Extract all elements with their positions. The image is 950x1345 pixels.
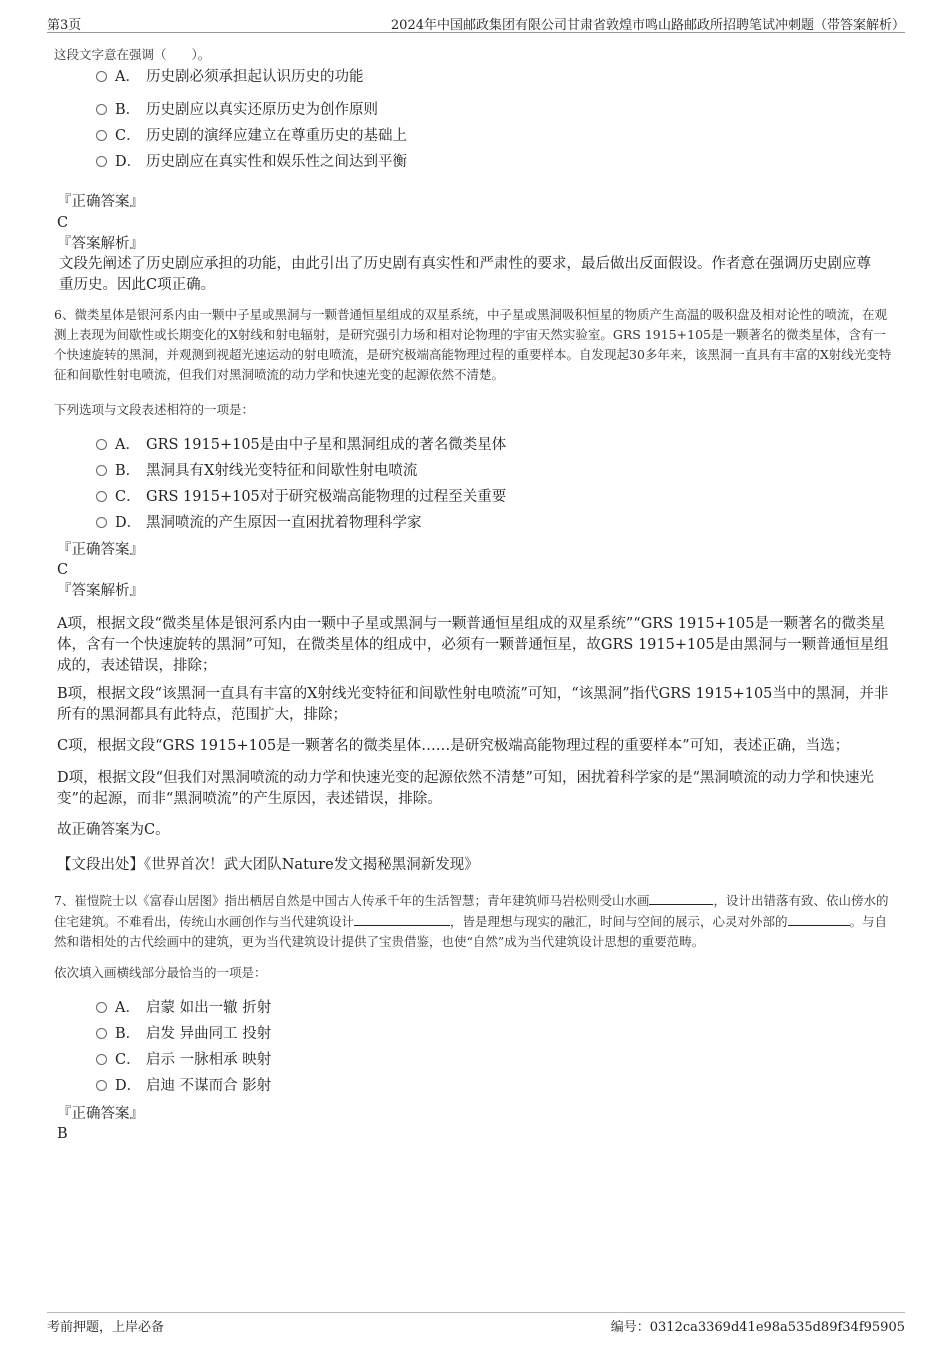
q6-conclusion: 故正确答案为C。 <box>57 822 170 838</box>
q6-option-c[interactable]: C． GRS 1915+105对于研究极端高能物理的过程至关重要 <box>96 486 506 508</box>
fill-blank-2[interactable] <box>354 911 450 926</box>
radio-icon[interactable] <box>96 465 107 476</box>
q6-passage: 6、微类星体是银河系内由一颗中子星或黑洞与一颗普通恒星组成的双星系统，中子星或黑洞吸积恒星的物质产生高温的吸积盘及相对论性的喷流，在观测上表现为间歇性或长期变化的X射线和射电辐射，是研究强引力场和相对论物理的宇宙天然实验室。GRS 1915+105是一颗著名的微类星体，含有一个快速旋转的黑洞，并观测到视超光速运动的射电喷流，是研究极端高能物理过程的重要样本。自发现起30多年来，该黑洞一直具有丰富的X射线光变特征和间歇性射电喷流，但我们对黑洞喷流的动力学和快速光变的起源依然不清楚。 <box>54 307 892 382</box>
document-title: 2024年中国邮政集团有限公司甘肃省敦煌市鸣山路邮政所招聘笔试冲刺题（带答案解析） <box>390 18 905 33</box>
q6-analysis-b: B项，根据文段“该黑洞一直具有丰富的X射线光变特征和间歇性射电喷流”可知，“该黑洞”指代GRS 1915+105当中的黑洞，并非所有的黑洞都具有此特点，范围扩大，排除； <box>57 686 889 723</box>
q6-option-a[interactable]: A． GRS 1915+105是由中子星和黑洞组成的著名微类星体 <box>96 434 506 456</box>
q7-option-b[interactable]: B． 启发 异曲同工 投射 <box>96 1023 271 1045</box>
q7-answer: B <box>57 1126 68 1142</box>
q6-option-d[interactable]: D． 黑洞喷流的产生原因一直困扰着物理科学家 <box>96 512 422 534</box>
radio-icon[interactable] <box>96 517 107 528</box>
q6-analysis-a: A项，根据文段“微类星体是银河系内由一颗中子星或黑洞与一颗普通恒星组成的双星系统”“GRS 1915+105是一颗著名的微类星体，含有一个快速旋转的黑洞”可知，在微类星体的组成中，必须有一颗普通恒星，故GRS 1915+105是由黑洞与一颗普通恒星组成的，表述错误，排除； <box>57 616 889 674</box>
q5-option-d[interactable]: D． 历史剧应在真实性和娱乐性之间达到平衡 <box>96 151 407 173</box>
q6-answer: C <box>57 562 69 578</box>
q6-option-b[interactable]: B． 黑洞具有X射线光变特征和间歇性射电喷流 <box>96 460 417 482</box>
q7-option-d[interactable]: D． 启迪 不谋而合 影射 <box>96 1075 271 1097</box>
footer-slogan: 考前押题，上岸必备 <box>47 1320 165 1335</box>
q6-answer-label: 『正确答案』 <box>57 542 144 558</box>
radio-icon[interactable] <box>96 491 107 502</box>
q6-analysis-label: 『答案解析』 <box>57 583 144 599</box>
q7-option-c[interactable]: C． 启示 一脉相承 映射 <box>96 1049 271 1071</box>
q5-analysis-label: 『答案解析』 <box>57 236 144 252</box>
q6-source: 【文段出处】《世界首次！武大团队Nature发文揭秘黑洞新发现》 <box>57 857 479 873</box>
q5-option-c[interactable]: C． 历史剧的演绎应建立在尊重历史的基础上 <box>96 125 407 147</box>
footer-serial: 编号：0312ca3369d41e98a535d89f34f95905 <box>610 1320 905 1335</box>
fill-blank-3[interactable] <box>788 911 850 926</box>
radio-icon[interactable] <box>96 130 107 141</box>
q7-prompt: 依次填入画横线部分最恰当的一项是： <box>54 965 267 980</box>
q5-option-a[interactable]: A． 历史剧必须承担起认识历史的功能 <box>96 66 364 88</box>
radio-icon[interactable] <box>96 1028 107 1039</box>
radio-icon[interactable] <box>96 71 107 82</box>
q7-passage: 7、崔愷院士以《富春山居图》指出栖居自然是中国古人传承千年的生活智慧；青年建筑师马岩松则受山水画 ，设计出错落有致、依山傍水的住宅建筑。不难看出，传统山水画创作与当代建筑设计 ，皆是理想与现实的融汇，时间与空间的展示，心灵对外部的 。与自然和谐相处的古代绘画中的建筑，更为当代建筑设计提供了宝贵借鉴，也使“自然”成为当代建筑设计思想的重要范畴。 <box>54 890 894 952</box>
q6-prompt: 下列选项与文段表述相符的一项是： <box>54 402 255 417</box>
page-number: 第3页 <box>47 18 82 33</box>
q5-stem: 这段文字意在强调（ ）。 <box>54 47 211 62</box>
radio-icon[interactable] <box>96 1054 107 1065</box>
fill-blank-1[interactable] <box>649 890 713 905</box>
q5-answer: C <box>57 215 69 231</box>
q5-analysis: 文段先阐述了历史剧应承担的功能，由此引出了历史剧有真实性和严肃性的要求，最后做出反面假设。作者意在强调历史剧应尊重历史。因此C项正确。 <box>59 256 871 293</box>
radio-icon[interactable] <box>96 156 107 167</box>
radio-icon[interactable] <box>96 104 107 115</box>
q5-answer-label: 『正确答案』 <box>57 194 144 210</box>
q5-option-b[interactable]: B． 历史剧应以真实还原历史为创作原则 <box>96 99 378 121</box>
radio-icon[interactable] <box>96 439 107 450</box>
q7-option-a[interactable]: A． 启蒙 如出一辙 折射 <box>96 997 271 1019</box>
q7-answer-label: 『正确答案』 <box>57 1106 144 1122</box>
page-footer <box>47 1312 905 1335</box>
q6-analysis-d: D项，根据文段“但我们对黑洞喷流的动力学和快速光变的起源依然不清楚”可知，困扰着科学家的是“黑洞喷流的动力学和快速光变”的起源，而非“黑洞喷流”的产生原因，表述错误，排除。 <box>57 770 874 807</box>
radio-icon[interactable] <box>96 1080 107 1091</box>
radio-icon[interactable] <box>96 1002 107 1013</box>
q6-analysis-c: C项，根据文段“GRS 1915+105是一颗著名的微类星体……是研究极端高能物理过程的重要样本”可知，表述正确，当选； <box>57 738 850 754</box>
page-header <box>47 12 905 33</box>
